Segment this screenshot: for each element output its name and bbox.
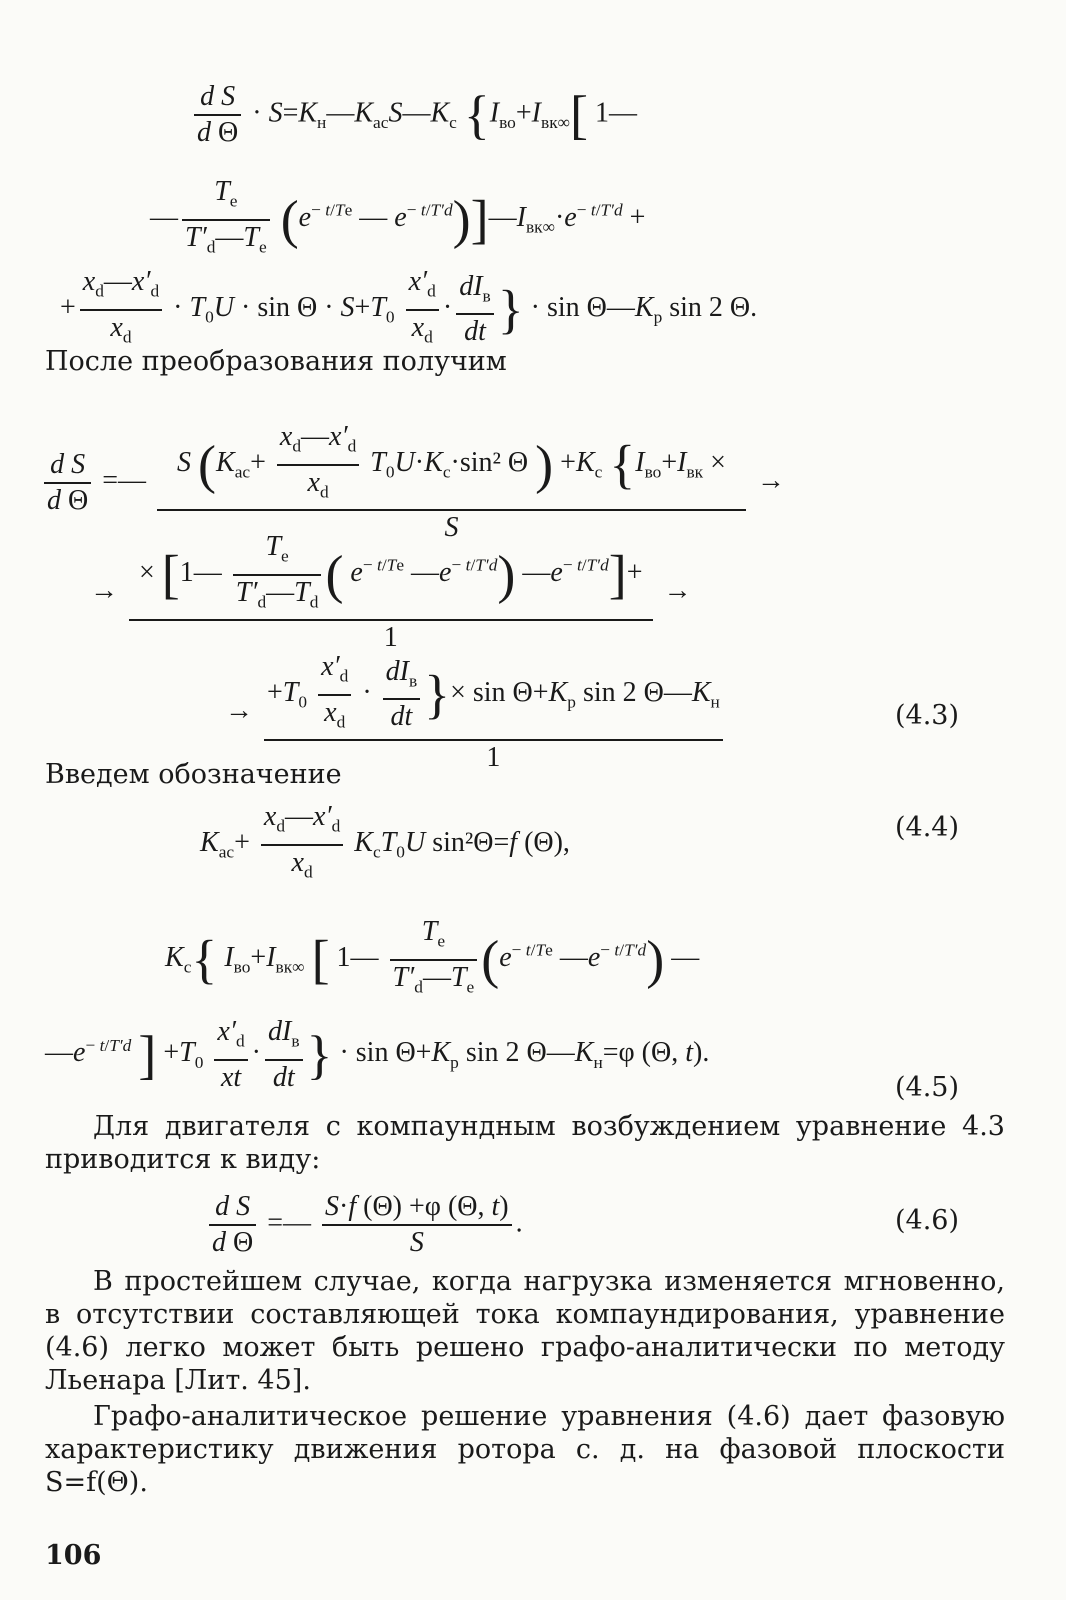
text-introduce: Введем обозначение: [45, 759, 342, 790]
page-number: 106: [45, 1540, 102, 1571]
text-compound: Для двигателя с компаундным возбуждением уравнение 4.3 приводится к виду:: [45, 1111, 1005, 1175]
equation-4-3-line-3: → $+T_0$ $\frac{x'_d}{x_d}$ · $\frac{dI_в}{dt}$ }× $\sin \Theta+K_p$ sin 2 $\Theta—K_н$ 1: [225, 650, 727, 775]
equation-line-2: — $\frac{T_e}{T'_d—T_e}$ ($e^{- t/Te}$ — $e^{- t/T'd})]—I_{вк\infty}\cdot e^{- t/T'd}$ +: [150, 176, 646, 257]
equation-4-3-line-1: $\frac{\text{d S}}{\text{d Θ}}$ =— S ($K_{ас}+$ $\frac{x_d—x'_d}{x_d}$ $T_0U\cdot K_с\cdot\sin^2$ Θ ) $+K_с$ {$I_{во}+I_{вк}$ × S →: [40, 420, 785, 545]
equation-4-6: $\frac{\text{d S}}{\text{d Θ}}$ =— $\frac{S\cdot f (\Theta) +\varphi (\Theta, t)}{S}$ .: [205, 1190, 523, 1260]
equation-line-3: + $\frac{x_d—x'_d}{x_d}$ · $T_0U \cdot \sin \Theta \cdot S+T_0$ $\frac{x'_d}{x_d}$ · $\frac{dI_в}{dt}$ } · $\sin \Theta—K_p$ sin 2 Θ.: [60, 266, 758, 348]
equation-4-3-line-2: → × [1— $\frac{T_e}{T'_d—T_d}$ ( $e^{- t/Te}$ $—e^{- t/T'd}$) $—e^{- t/T'd}]+$ 1 →: [90, 531, 692, 654]
equation-number-4-4: (4.4): [895, 812, 960, 843]
equation-4-5-line-1: $K_с${ $I_{во}+I_{вк\infty}$ [ 1— $\frac{T_e}{T'_d—T_e}$ ($e^{- t/Te}$ $—e^{- t/T'd}$) —: [165, 916, 700, 997]
equation-number-4-3: (4.3): [895, 700, 960, 731]
equation-line-1: $\frac{\text{d S}}{\text{d Θ}}$ · $S=K_н—K_{ас}S—K_с$ {$I_{во}+I_{вк\infty}$[ 1—: [190, 80, 637, 150]
equation-4-4: $K_{ас}+$ $\frac{x_d—x'_d}{x_d}$ $K_сT_0U$ sin²Θ=f (Θ),: [200, 801, 570, 882]
text-simplest: В простейшем случае, когда нагрузка изменяется мгновенно, в отсутствии составляющей тока компаундирования, уравнение (4.6) легко может быть решено графо-аналитически по методу Льенара [Лит. 45].: [45, 1266, 1005, 1396]
text-grapho: Графо-аналитическое решение уравнения (4.6) дает фазовую характеристику движения ротора с. д. на фазовой плоскости S=f(Θ).: [45, 1401, 1005, 1498]
equation-4-5-line-2: $—e^{- t/T'd}$ ] $+T_0$ $\frac{x'_d}{xt}$ · $\frac{dI_в}{dt}$ } · $\sin \Theta+K_p$ sin 2 $\Theta—K_н=\varphi$ (Θ, t).: [45, 1016, 710, 1093]
text-after-transform: После преобразования получим: [45, 346, 507, 377]
equation-number-4-5: (4.5): [895, 1072, 960, 1103]
equation-number-4-6: (4.6): [895, 1205, 960, 1236]
